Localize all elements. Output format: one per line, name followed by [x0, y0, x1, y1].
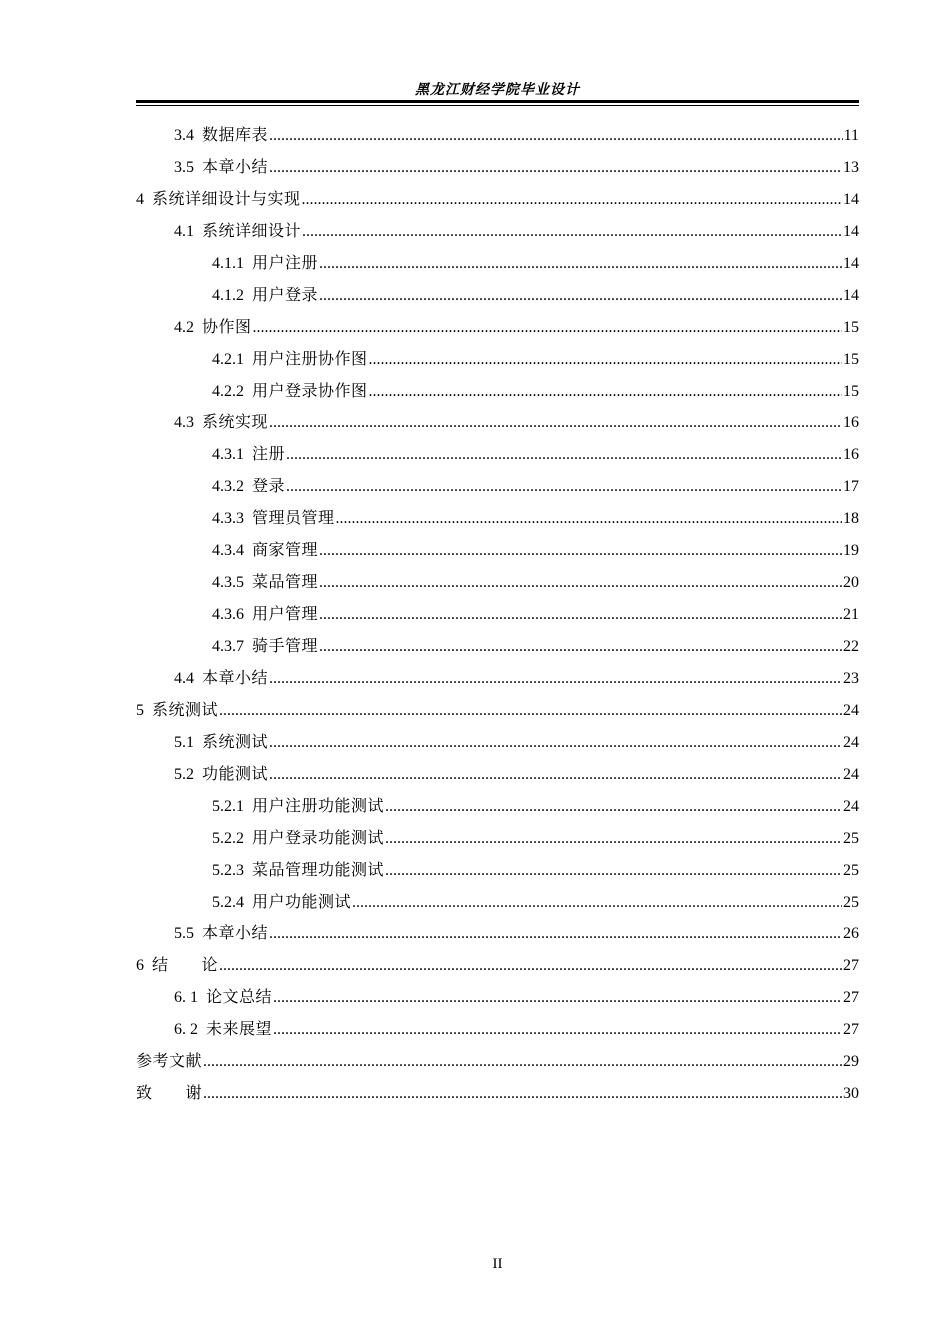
toc-entry-page: 14: [843, 222, 859, 240]
toc-entry[interactable]: [136, 247, 859, 279]
toc-entry[interactable]: [136, 949, 859, 981]
toc-entry[interactable]: [136, 694, 859, 726]
toc-entry-title: 系统详细设计与实现: [152, 188, 301, 208]
toc-entry-number: 5.2.4: [212, 893, 244, 911]
toc-entry-number: 4: [136, 190, 144, 208]
toc-dot-leader: [269, 406, 842, 439]
toc-entry-number: 5.1: [174, 733, 194, 751]
toc-entry-title: 用户功能测试: [252, 891, 352, 911]
toc-dot-leader: [253, 311, 842, 344]
toc-dot-leader: [302, 183, 842, 216]
toc-dot-leader: [336, 502, 842, 535]
toc-entry-title: 菜品管理: [252, 572, 319, 592]
page-number: II: [492, 1256, 503, 1272]
toc-entry-page: 16: [843, 446, 859, 464]
toc-entry-page: 29: [843, 1053, 859, 1071]
toc-entry-number: 4.4: [174, 669, 194, 687]
toc-entry-title: 本章小结: [202, 156, 269, 176]
toc-entry-title: 登录: [252, 476, 286, 496]
toc-entry-page: 24: [843, 701, 859, 719]
toc-dot-leader: [269, 917, 842, 950]
toc-entry-title: 注册: [252, 444, 286, 464]
toc-dot-leader: [319, 566, 842, 599]
toc-dot-leader: [302, 215, 842, 248]
toc-entry[interactable]: [136, 726, 859, 758]
toc-entry-title: 论文总结: [206, 987, 273, 1007]
toc-entry-number: 4.3.7: [212, 638, 244, 655]
toc-entry-title: 系统测试: [152, 699, 219, 719]
toc-dot-leader: [269, 151, 842, 184]
toc-entry-number: 5: [136, 701, 144, 719]
toc-entry-title: 数据库表: [202, 125, 269, 144]
toc-entry-title: 本章小结: [202, 667, 269, 687]
toc-entry-title: 骑手管理: [252, 636, 319, 655]
toc-entry-page: 15: [843, 350, 859, 368]
toc-entry-page: 27: [843, 957, 859, 975]
toc-entry-number: 4.3.6: [212, 606, 244, 624]
toc-entry-page: 14: [843, 286, 859, 304]
toc-entry[interactable]: [136, 438, 859, 470]
toc-dot-leader: [286, 470, 842, 503]
toc-entry-page: 11: [843, 127, 859, 144]
toc-entry-title: 菜品管理功能测试: [252, 859, 385, 879]
toc-entry[interactable]: [136, 854, 859, 886]
toc-entry[interactable]: [136, 981, 859, 1013]
toc-entry-number: 4.1: [174, 222, 194, 240]
toc-dot-leader: [219, 694, 842, 727]
toc-entry-number: 6. 1: [174, 989, 198, 1007]
toc-entry[interactable]: [136, 502, 859, 534]
toc-dot-leader: [385, 854, 842, 887]
page-header-title: 黑龙江财经学院毕业设计: [415, 82, 580, 98]
toc-entry[interactable]: [136, 1077, 859, 1109]
header-rule-thick: [136, 100, 859, 103]
toc-entry-title: 用户注册: [252, 252, 319, 272]
toc-entry[interactable]: [136, 662, 859, 694]
toc-entry-title: 功能测试: [202, 763, 269, 783]
toc-dot-leader: [319, 247, 842, 280]
toc-entry-number: 3.4: [174, 127, 194, 144]
toc-entry-title: 参考文献: [136, 1051, 203, 1071]
toc-dot-leader: [319, 630, 842, 663]
toc-entry-number: 4.3.1: [212, 446, 244, 464]
toc-entry-number: 6: [136, 957, 144, 975]
toc-entry-title: 用户管理: [252, 604, 319, 624]
toc-dot-leader: [286, 438, 842, 471]
toc-entry[interactable]: [136, 566, 859, 598]
toc-entry-page: 25: [843, 893, 859, 911]
toc-entry-page: 27: [843, 1021, 859, 1039]
toc-entry-number: 5.2.1: [212, 797, 244, 815]
toc-entry-title: 系统实现: [202, 412, 269, 432]
toc-entry-page: 27: [843, 989, 859, 1007]
toc-entry-title: 管理员管理: [252, 508, 335, 528]
toc-entry-page: 18: [843, 510, 859, 528]
toc-entry[interactable]: [136, 598, 859, 630]
toc-dot-leader: [269, 662, 842, 695]
toc-entry[interactable]: [136, 311, 859, 343]
toc-entry-page: 19: [843, 542, 859, 560]
toc-entry-number: 4.3.4: [212, 542, 244, 560]
toc-entry-title: 协作图: [202, 316, 252, 336]
toc-dot-leader: [203, 1045, 842, 1078]
toc-entry-title: 用户注册功能测试: [252, 795, 385, 815]
toc-dot-leader: [369, 375, 842, 408]
toc-dot-leader: [219, 949, 842, 982]
toc-dot-leader: [269, 758, 842, 791]
toc-entry-title: 商家管理: [252, 540, 319, 560]
toc-dot-leader: [203, 1077, 842, 1110]
toc-entry[interactable]: [136, 758, 859, 790]
toc-entry[interactable]: [136, 630, 859, 662]
toc-entry[interactable]: [136, 886, 859, 918]
toc-entry-page: 13: [843, 158, 859, 176]
toc-entry-page: 20: [843, 574, 859, 592]
toc-dot-leader: [319, 279, 842, 312]
toc-entry-number: 6. 2: [174, 1021, 198, 1039]
toc-dot-leader: [273, 981, 842, 1014]
toc-entry[interactable]: [136, 406, 859, 438]
toc-entry-title: 用户登录: [252, 284, 319, 304]
toc-entry-page: 30: [843, 1085, 859, 1103]
toc-entry[interactable]: [136, 917, 859, 949]
toc-entry[interactable]: [136, 343, 859, 375]
toc-entry-number: 4.3.3: [212, 510, 244, 528]
toc-entry-page: 23: [843, 669, 859, 687]
toc-dot-leader: [273, 1013, 842, 1046]
toc-dot-leader: [352, 886, 842, 919]
toc-entry-page: 24: [843, 765, 859, 783]
toc-entry-title: 用户登录协作图: [252, 380, 368, 400]
toc-entry[interactable]: [136, 1013, 859, 1045]
toc-entry-page: 15: [843, 318, 859, 336]
toc-entry-number: 4.2.1: [212, 350, 244, 368]
toc-entry[interactable]: [136, 279, 859, 311]
toc-entry-number: 4.3.5: [212, 574, 244, 592]
toc-entry-page: 25: [843, 861, 859, 879]
toc-entry-title: 本章小结: [202, 923, 269, 943]
toc-entry-title: 致 谢: [136, 1083, 203, 1103]
toc-entry-title: 结 论: [152, 955, 219, 975]
toc-entry-page: 17: [843, 478, 859, 496]
toc-entry-number: 4.3.2: [212, 478, 244, 496]
toc-entry[interactable]: [136, 375, 859, 407]
toc-dot-leader: [319, 534, 842, 567]
toc-entry-number: 4.1.2: [212, 286, 244, 304]
toc-dot-leader: [369, 343, 842, 376]
toc-entry-number: 5.2.2: [212, 829, 244, 847]
toc-entry-page: 14: [843, 254, 859, 272]
toc-entry[interactable]: [136, 470, 859, 502]
toc-dot-leader: [385, 790, 842, 823]
toc-entry-number: 5.2.3: [212, 861, 244, 879]
toc-entry-page: 26: [843, 925, 859, 943]
toc-dot-leader: [269, 726, 842, 759]
toc-entry[interactable]: [136, 534, 859, 566]
toc-entry-page: 22: [843, 638, 859, 655]
toc-dot-leader: [385, 822, 842, 855]
toc-entry-title: 用户注册协作图: [252, 348, 368, 368]
toc-entry-number: 3.5: [174, 158, 194, 176]
toc-entry[interactable]: [136, 151, 859, 183]
toc-entry-page: 14: [843, 190, 859, 208]
toc-entry-title: 系统测试: [202, 731, 269, 751]
toc-entry-title: 未来展望: [206, 1019, 273, 1039]
toc-entry-title: 系统详细设计: [202, 220, 302, 240]
toc-entry[interactable]: [136, 790, 859, 822]
toc-entry[interactable]: [136, 119, 859, 151]
toc-entry-number: 5.2: [174, 765, 194, 783]
toc-entry-page: 24: [843, 733, 859, 751]
header-rule-thin: [136, 105, 859, 106]
toc-entry-page: 16: [843, 414, 859, 432]
toc-entry[interactable]: [136, 1045, 859, 1077]
toc-entry[interactable]: [136, 822, 859, 854]
toc-entry-page: 15: [843, 382, 859, 400]
toc-entry-page: 21: [843, 606, 859, 624]
toc-entry-number: 4.1.1: [212, 254, 244, 272]
toc-entry[interactable]: [136, 215, 859, 247]
toc-entry-page: 25: [843, 829, 859, 847]
toc-entry-number: 5.5: [174, 925, 194, 943]
toc-entry[interactable]: [136, 183, 859, 215]
toc-entry-page: 24: [843, 797, 859, 815]
toc-entry-number: 4.2: [174, 318, 194, 336]
table-of-contents: [136, 119, 859, 1109]
toc-entry-number: 4.3: [174, 414, 194, 432]
toc-entry-number: 4.2.2: [212, 382, 244, 400]
toc-dot-leader: [269, 119, 843, 152]
toc-dot-leader: [319, 598, 842, 631]
toc-entry-title: 用户登录功能测试: [252, 827, 385, 847]
